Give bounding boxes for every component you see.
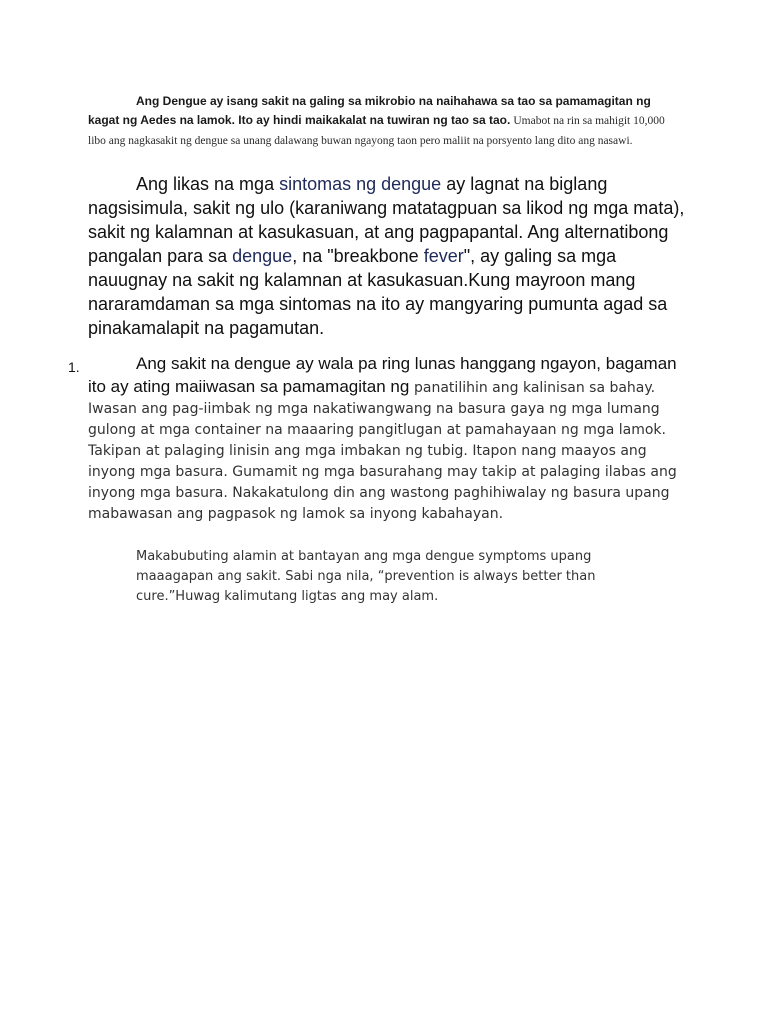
symptoms-paragraph: [88, 172, 688, 340]
symptoms-text-part-2: ay lagnat na biglang nagsisimula, sakit ng ulo (karaniwang matatagpuan sa likod ng mga mata), sakit ng kalamnan at kasukasuan, at ang pagpapantal. Ang alternatibong pangalan para sa: [88, 174, 685, 266]
prevention-small-text: panatilihin ang kalinisan sa bahay. Iwasan ang pag-iimbak ng mga nakatiwangwang na basura gaya ng mga lumang gulong at mga container na maaaring pangitlugan at pamahayaan ng mga lamok. Takipan at palaging linisin ang mga imbakan ng tubig. Itapon nang maayos ang inyong mga basura. Gumamit ng mga basurahang may takip at palaging ilabas ang inyong mga basura. Nakakatulong din ang wastong paghihiwalay ng basura upang mabawasan ang pagpasok ng lamok sa inyong kabahayan.: [88, 380, 677, 522]
intro-paragraph: [88, 92, 678, 151]
symptoms-text-part-4: ", ay galing sa mga nauugnay na sakit ng kalamnan at kasukasuan.Kung mayroon mang nararamdaman sa mga sintomas na ito ay mangyaring pumunta agad sa pinakamalapit na pagamutan.: [88, 246, 668, 338]
closing-paragraph: Makabubuting alamin at bantayan ang mga dengue symptoms upang maaagapan ang sakit. Sabi nga nila, “prevention is always better than cure.”Huwag kalimutang ligtas ang may alam.: [136, 549, 596, 604]
prevention-list-item: [88, 352, 688, 525]
intro-serif-text: Umabot na rin sa mahigit 10,000 libo ang nagkasakit ng dengue sa unang dalawang buwan ngayong taon pero maliit na porsyento lang dito ang nasawi.: [88, 115, 665, 147]
symptoms-link-fever[interactable]: fever: [423, 246, 464, 266]
intro-bold-text: Ang Dengue ay isang sakit na galing sa mikrobio na naihahawa sa tao sa pamamagitan ng kagat ng Aedes na lamok. Ito ay hindi maikakalat na tuwiran ng tao sa tao.: [88, 94, 651, 127]
list-number: 1.: [68, 359, 80, 375]
symptoms-text-part-3: , na "breakbone: [292, 246, 424, 266]
prevention-big-text-content: Ang sakit na dengue ay wala pa ring lunas hanggang ngayon, bagaman ito ay ating maiiwasan sa pamamagitan ng: [88, 354, 677, 396]
symptoms-text-part-1: Ang likas na mga: [136, 174, 280, 194]
symptoms-link-dengue[interactable]: dengue: [232, 246, 293, 266]
symptoms-link-sintomas[interactable]: sintomas ng dengue: [279, 174, 442, 194]
